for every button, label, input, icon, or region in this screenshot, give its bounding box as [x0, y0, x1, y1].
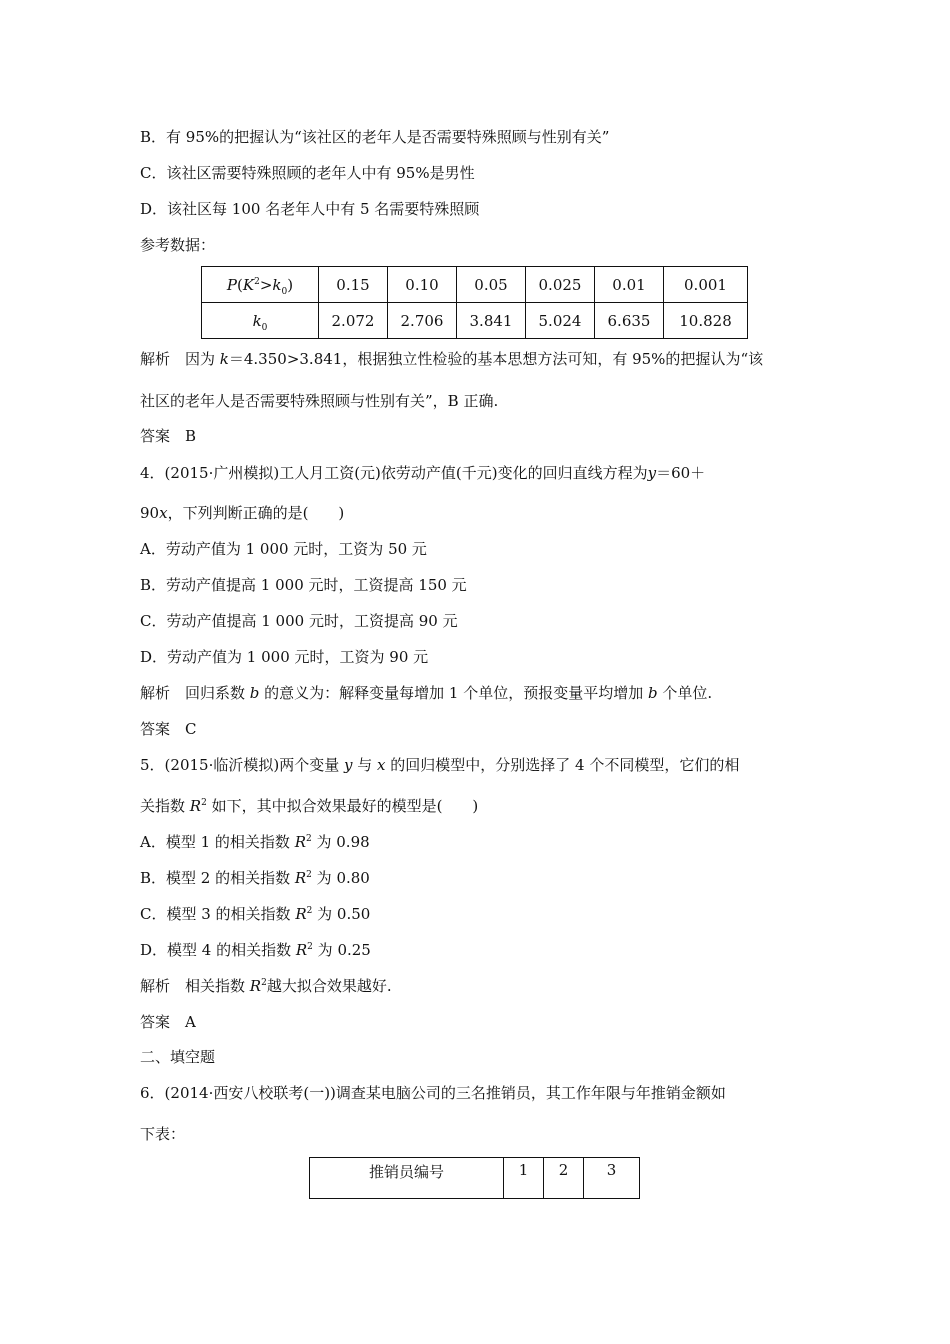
q5-answer: 答案 A [140, 1013, 196, 1031]
q5-stem-line2: 关指数 $R^2$ 如下，其中拟合效果最好的模型是( ) [140, 797, 479, 815]
table-header-cell: $k_0$ [202, 303, 319, 339]
q4-option-b: B．劳动产值提高 1 000 元时，工资提高 150 元 [140, 576, 467, 594]
table-cell: 3 [584, 1158, 640, 1199]
table-cell: 0.10 [388, 267, 457, 303]
table-cell: 3.841 [457, 303, 526, 339]
table-cell: 2.072 [319, 303, 388, 339]
table-cell: 10.828 [664, 303, 748, 339]
q5-option-d: D．模型 4 的相关指数 $R^2$ 为 0.25 [140, 941, 371, 959]
salesperson-table [309, 1157, 640, 1199]
q5-analysis: 解析 相关指数 $R^2$越大拟合效果越好. [140, 977, 392, 995]
table-row [202, 303, 748, 339]
reference-data-table [201, 266, 748, 339]
q5-option-a: A．模型 1 的相关指数 $R^2$ 为 0.98 [140, 833, 370, 851]
q4-analysis: 解析 回归系数 b 的意义为：解释变量每增加 1 个单位，预报变量平均增加 b 个单位. [140, 684, 713, 702]
table-cell: 0.025 [526, 267, 595, 303]
q3-answer: 答案 B [140, 427, 197, 445]
table-cell: 6.635 [595, 303, 664, 339]
table-cell: 2.706 [388, 303, 457, 339]
table-row [202, 267, 748, 303]
q6-stem-line2: 下表： [140, 1125, 186, 1143]
table-cell: 2 [544, 1158, 584, 1199]
table-row [310, 1158, 640, 1199]
q4-stem-line2: 90x，下列判断正确的是( ) [140, 504, 345, 522]
q3-option-d: D．该社区每 100 名老年人中有 5 名需要特殊照顾 [140, 200, 480, 218]
table-cell: 5.024 [526, 303, 595, 339]
q4-option-c: C．劳动产值提高 1 000 元时，工资提高 90 元 [140, 612, 458, 630]
q5-option-b: B．模型 2 的相关指数 $R^2$ 为 0.80 [140, 869, 370, 887]
q3-reference-label: 参考数据： [140, 236, 216, 254]
table-cell: 0.001 [664, 267, 748, 303]
table-header-cell: 推销员编号 [310, 1158, 504, 1199]
table-cell: 1 [504, 1158, 544, 1199]
table-cell: 0.05 [457, 267, 526, 303]
q3-analysis-line2: 社区的老年人是否需要特殊照顾与性别有关”，B 正确. [140, 392, 499, 410]
q4-option-d: D．劳动产值为 1 000 元时，工资为 90 元 [140, 648, 429, 666]
section-heading-fill-in: 二、填空题 [140, 1048, 216, 1066]
q4-option-a: A．劳动产值为 1 000 元时，工资为 50 元 [140, 540, 427, 558]
q5-stem-line1: 5．(2015·临沂模拟)两个变量 y 与 x 的回归模型中，分别选择了 4 个不同模型，它们的相 [140, 756, 740, 774]
q4-answer: 答案 C [140, 720, 197, 738]
q3-option-b: B．有 95%的把握认为“该社区的老年人是否需要特殊照顾与性别有关” [140, 128, 610, 146]
q3-analysis-line1: 解析 因为 k＝4.350>3.841，根据独立性检验的基本思想方法可知，有 95%的把握认为“该 [140, 350, 764, 368]
q3-option-c: C．该社区需要特殊照顾的老年人中有 95%是男性 [140, 164, 475, 182]
table-header-cell: $P(K^2>k_0)$ [202, 267, 319, 303]
table-cell: 0.01 [595, 267, 664, 303]
table-cell: 0.15 [319, 267, 388, 303]
q5-option-c: C．模型 3 的相关指数 $R^2$ 为 0.50 [140, 905, 371, 923]
q4-stem-line1: 4．(2015·广州模拟)工人月工资(元)依劳动产值(千元)变化的回归直线方程为y＝60＋ [140, 464, 706, 482]
q6-stem-line1: 6．(2014·西安八校联考(一))调查某电脑公司的三名推销员，其工作年限与年推销金额如 [140, 1084, 726, 1102]
